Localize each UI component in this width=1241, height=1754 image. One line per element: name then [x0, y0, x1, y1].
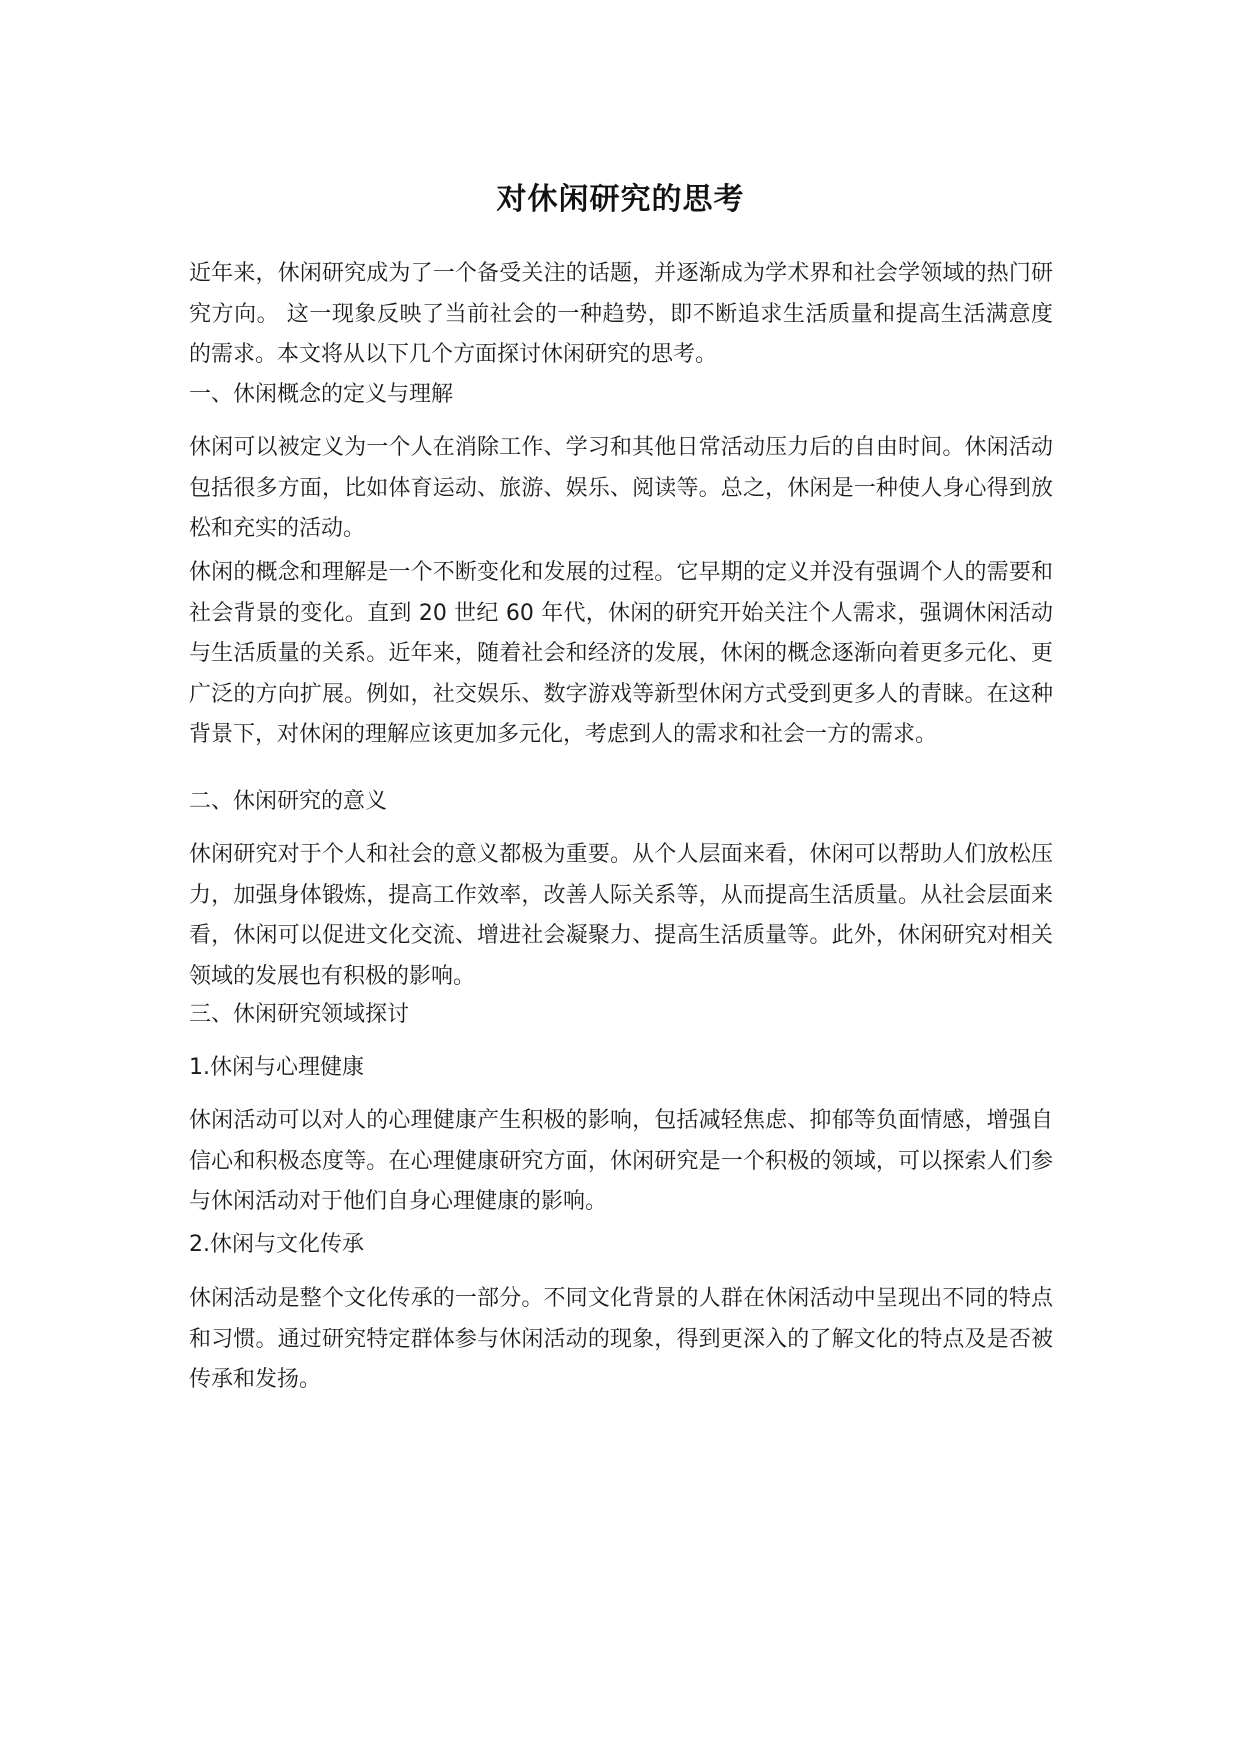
- paragraph-mental-health: 休闲活动可以对人的心理健康产生积极的影响，包括减轻焦虑、抑郁等负面情感，增强自信心和积极态度等。在心理健康研究方面，休闲研究是一个积极的领域，可以探索人们参与休闲活动对于他们自身心理健康的影响。: [189, 1108, 1053, 1214]
- document-title: 对休闲研究的思考: [496, 182, 745, 217]
- subsection-heading-1: 1.休闲与心理健康: [189, 1055, 364, 1080]
- subsection-heading-2: 2.休闲与文化传承: [189, 1232, 364, 1257]
- section-heading-3: 三、休闲研究领域探讨: [189, 1002, 410, 1027]
- section-heading-2: 二、休闲研究的意义: [189, 789, 388, 814]
- paragraph-intro: 近年来，休闲研究成为了一个备受关注的话题，并逐渐成为学术界和社会学领域的热门研究方向。 这一现象反映了当前社会的一种趋势，即不断追求生活质量和提高生活满意度的需求。本文将从以下几个方面探讨休闲研究的思考。: [189, 261, 1053, 367]
- paragraph-cultural-heritage: 休闲活动是整个文化传承的一部分。不同文化背景的人群在休闲活动中呈现出不同的特点和习惯。通过研究特定群体参与休闲活动的现象，得到更深入的了解文化的特点及是否被传承和发扬。: [189, 1286, 1053, 1392]
- paragraph-concept-evolution: 休闲的概念和理解是一个不断变化和发展的过程。它早期的定义并没有强调个人的需要和社会背景的变化。直到 20 世纪 60 年代，休闲的研究开始关注个人需求，强调休闲活动与生活质量的关系。近年来，随着社会和经济的发展，休闲的概念逐渐向着更多元化、更广泛的方向扩展。例如，社交娱乐、数字游戏等新型休闲方式受到更多人的青睐。在这种背景下，对休闲的理解应该更加多元化，考虑到人的需求和社会一方的需求。: [189, 560, 1053, 747]
- paragraph-significance: 休闲研究对于个人和社会的意义都极为重要。从个人层面来看，休闲可以帮助人们放松压力，加强身体锻炼，提高工作效率，改善人际关系等，从而提高生活质量。从社会层面来看，休闲可以促进文化交流、增进社会凝聚力、提高生活质量等。此外，休闲研究对相关领域的发展也有积极的影响。: [189, 842, 1053, 989]
- section-heading-1: 一、休闲概念的定义与理解: [189, 382, 454, 407]
- paragraph-definition: 休闲可以被定义为一个人在消除工作、学习和其他日常活动压力后的自由时间。休闲活动包括很多方面，比如体育运动、旅游、娱乐、阅读等。总之，休闲是一种使人身心得到放松和充实的活动。: [189, 435, 1053, 541]
